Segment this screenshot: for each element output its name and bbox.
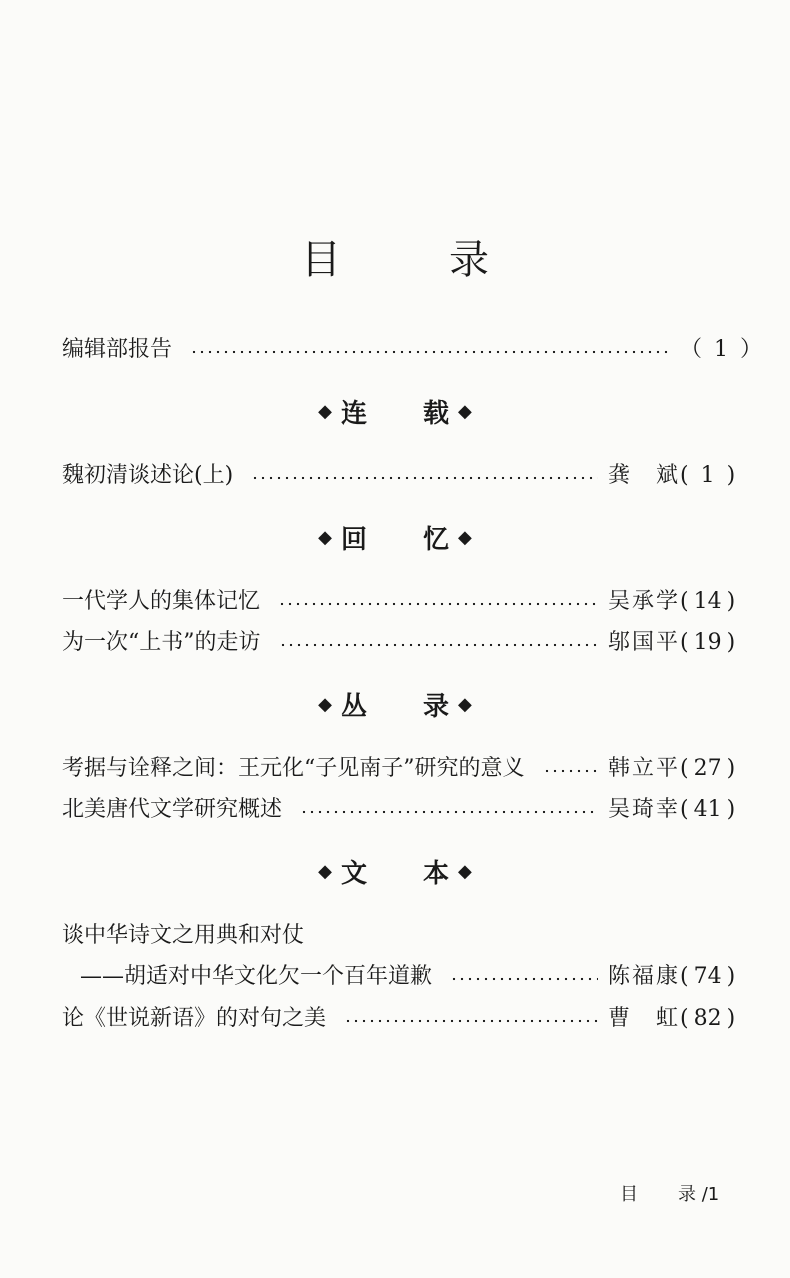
title-char-1: 目 bbox=[301, 237, 341, 283]
dot-leader bbox=[344, 1019, 598, 1023]
page-footer bbox=[620, 1180, 719, 1210]
entry-title: 魏初清谈述论(上) bbox=[62, 463, 234, 488]
dot-leader bbox=[300, 810, 598, 814]
entry-author: 邬国平 bbox=[607, 630, 680, 655]
title-char-2: 录 bbox=[449, 237, 489, 283]
toc-entry[interactable] bbox=[62, 458, 746, 494]
dot-leader bbox=[251, 476, 598, 480]
entry-page: ( 82 ) bbox=[680, 1006, 736, 1031]
diamond-icon: ◆ bbox=[458, 861, 472, 882]
entry-title: 考据与诠释之间：王元化“子见南子”研究的意义 bbox=[62, 756, 525, 781]
entry-page: （ 1 ） bbox=[680, 337, 763, 362]
entry-title: 编辑部报告 bbox=[62, 337, 173, 362]
dot-leader bbox=[190, 350, 670, 354]
toc-entry[interactable] bbox=[62, 1001, 746, 1037]
entry-title: ——胡适对中华文化欠一个百年道歉 bbox=[80, 964, 433, 989]
entry-title: 北美唐代文学研究概述 bbox=[62, 797, 283, 822]
diamond-icon: ◆ bbox=[318, 527, 332, 548]
dot-leader bbox=[450, 977, 598, 981]
entry-page: ( 41 ) bbox=[680, 797, 736, 822]
diamond-icon: ◆ bbox=[318, 861, 332, 882]
toc-entry[interactable] bbox=[62, 792, 746, 828]
entry-author: 韩立平 bbox=[607, 756, 680, 781]
page-title bbox=[0, 232, 790, 288]
dot-leader bbox=[279, 643, 598, 647]
diamond-icon: ◆ bbox=[318, 401, 332, 422]
footer-char-1: 目 bbox=[620, 1184, 638, 1205]
entry-page: ( 27 ) bbox=[680, 756, 736, 781]
entry-title: 论《世说新语》的对句之美 bbox=[62, 1006, 327, 1031]
section-heading-serial: ◆ 连 载 ◆ bbox=[0, 394, 790, 434]
entry-title: 为一次“上书”的走访 bbox=[62, 630, 261, 655]
diamond-icon: ◆ bbox=[318, 694, 332, 715]
toc-entry-editorial-report[interactable] bbox=[62, 332, 763, 368]
diamond-icon: ◆ bbox=[458, 694, 472, 715]
section-heading-memoir: ◆ 回 忆 ◆ bbox=[0, 520, 790, 560]
entry-author: 曹 虹 bbox=[607, 1006, 680, 1031]
toc-entry[interactable] bbox=[62, 751, 746, 787]
diamond-icon: ◆ bbox=[458, 401, 472, 422]
entry-author: 吴承学 bbox=[607, 589, 680, 614]
dot-leader bbox=[278, 602, 598, 606]
toc-entry-title-line[interactable]: 谈中华诗文之用典和对仗 bbox=[62, 923, 305, 948]
entry-page: ( 1 ) bbox=[680, 463, 736, 488]
entry-author: 吴琦幸 bbox=[607, 797, 680, 822]
diamond-icon: ◆ bbox=[458, 527, 472, 548]
section-heading-text: ◆ 文 本 ◆ bbox=[0, 854, 790, 894]
entry-title: 一代学人的集体记忆 bbox=[62, 589, 261, 614]
entry-page: ( 14 ) bbox=[680, 589, 736, 614]
entry-page: ( 19 ) bbox=[680, 630, 736, 655]
toc-entry[interactable] bbox=[62, 584, 746, 620]
section-heading-miscellany: ◆ 丛 录 ◆ bbox=[0, 687, 790, 727]
entry-author: 陈福康 bbox=[607, 964, 680, 989]
footer-char-2: 录 bbox=[678, 1184, 696, 1205]
entry-author: 龚 斌 bbox=[607, 463, 680, 488]
toc-entry-subtitle[interactable] bbox=[80, 959, 746, 995]
dot-leader bbox=[543, 769, 598, 773]
footer-page-number: /1 bbox=[701, 1184, 720, 1205]
entry-page: ( 74 ) bbox=[680, 964, 736, 989]
toc-entry[interactable] bbox=[62, 625, 746, 661]
